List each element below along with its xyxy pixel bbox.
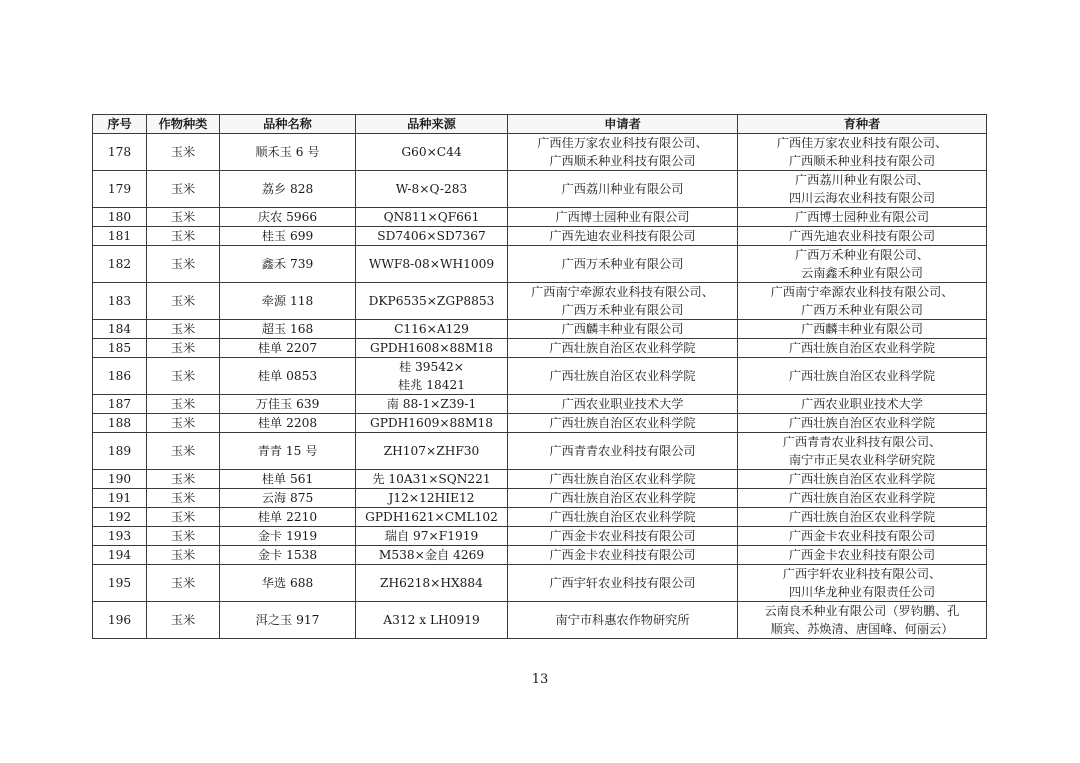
cell-source-line: C116×A129	[394, 322, 469, 336]
cell-crop: 玉米	[147, 208, 220, 227]
cell-breeder-line: 广西农业职业技术大学	[801, 397, 923, 411]
header-source: 品种来源	[356, 115, 508, 134]
cell-applicant-line: 广西宇轩农业科技有限公司	[549, 576, 696, 590]
cell-crop: 玉米	[147, 414, 220, 433]
cell-breeder	[738, 339, 987, 358]
cell-source	[356, 339, 508, 358]
cell-breeder	[738, 489, 987, 508]
table-row	[93, 283, 987, 320]
cell-variety: 顺禾玉 6 号	[220, 134, 356, 171]
cell-source-line: 瑞自 97×F1919	[384, 529, 479, 543]
cell-applicant	[508, 489, 738, 508]
cell-source	[356, 283, 508, 320]
cell-breeder-line: 广西佳万家农业科技有限公司、	[776, 136, 948, 150]
cell-variety: 华选 688	[220, 565, 356, 602]
cell-variety: 桂单 561	[220, 470, 356, 489]
cell-no: 189	[93, 433, 147, 470]
cell-applicant-line: 广西壮族自治区农业科学院	[549, 369, 696, 383]
table-row	[93, 489, 987, 508]
cell-applicant-line: 广西金卡农业科技有限公司	[549, 548, 696, 562]
cell-no: 195	[93, 565, 147, 602]
cell-breeder-line: 广西宇轩农业科技有限公司、	[782, 567, 942, 581]
cell-source	[356, 227, 508, 246]
cell-crop: 玉米	[147, 470, 220, 489]
cell-applicant-line: 广西万禾种业有限公司	[561, 257, 684, 271]
table-row	[93, 527, 987, 546]
cell-applicant	[508, 395, 738, 414]
cell-crop: 玉米	[147, 358, 220, 395]
cell-applicant-line: 广西壮族自治区农业科学院	[549, 341, 696, 355]
cell-variety: 桂玉 699	[220, 227, 356, 246]
cell-source-line: 南 88-1×Z39-1	[386, 397, 477, 411]
cell-source	[356, 433, 508, 470]
cell-source	[356, 320, 508, 339]
cell-breeder-line: 四川华龙种业有限责任公司	[788, 585, 936, 599]
cell-no: 179	[93, 171, 147, 208]
header-no: 序号	[93, 115, 147, 134]
cell-variety: 万佳玉 639	[220, 395, 356, 414]
cell-applicant-line: 广西万禾种业有限公司	[561, 303, 684, 317]
cell-no: 190	[93, 470, 147, 489]
cell-source-line: W-8×Q-283	[395, 182, 468, 196]
table-row	[93, 602, 987, 639]
cell-crop: 玉米	[147, 433, 220, 470]
cell-applicant	[508, 283, 738, 320]
table-row	[93, 339, 987, 358]
cell-source	[356, 134, 508, 171]
cell-no: 187	[93, 395, 147, 414]
cell-breeder-line: 云南良禾种业有限公司（罗钧鹏、孔	[764, 604, 960, 618]
cell-variety: 庆农 5966	[220, 208, 356, 227]
table-row	[93, 208, 987, 227]
cell-variety: 青青 15 号	[220, 433, 356, 470]
cell-breeder	[738, 433, 987, 470]
cell-source-line: GPDH1609×88M18	[369, 416, 494, 430]
cell-breeder-line: 广西南宁牵源农业科技有限公司、	[770, 285, 954, 299]
header-breeder: 育种者	[738, 115, 987, 134]
cell-no: 180	[93, 208, 147, 227]
table-row	[93, 134, 987, 171]
cell-breeder-line: 广西金卡农业科技有限公司	[788, 548, 936, 562]
cell-applicant	[508, 208, 738, 227]
cell-applicant-line: 广西壮族自治区农业科学院	[549, 510, 696, 524]
cell-breeder	[738, 171, 987, 208]
cell-applicant	[508, 433, 738, 470]
cell-applicant-line: 南宁市科惠农作物研究所	[555, 613, 690, 627]
cell-variety: 金卡 1538	[220, 546, 356, 565]
cell-source-line: ZH6218×HX884	[380, 576, 483, 590]
table-row	[93, 546, 987, 565]
table-row	[93, 227, 987, 246]
cell-applicant	[508, 546, 738, 565]
cell-applicant-line: 广西博士园种业有限公司	[555, 210, 690, 224]
cell-applicant-line: 广西壮族自治区农业科学院	[549, 491, 696, 505]
cell-applicant-line: 广西壮族自治区农业科学院	[549, 416, 696, 430]
table-row	[93, 395, 987, 414]
cell-applicant-line: 广西农业职业技术大学	[561, 397, 684, 411]
cell-source-line: 桂 39542×	[398, 360, 465, 374]
cell-breeder-line: 云南鑫禾种业有限公司	[801, 266, 923, 280]
cell-crop: 玉米	[147, 395, 220, 414]
cell-breeder-line: 广西麟丰种业有限公司	[801, 322, 923, 336]
cell-applicant	[508, 414, 738, 433]
table-body	[93, 134, 987, 639]
cell-applicant	[508, 227, 738, 246]
cell-source-line: J12×12HIE12	[388, 491, 475, 505]
cell-crop: 玉米	[147, 602, 220, 639]
table-row	[93, 414, 987, 433]
cell-breeder	[738, 527, 987, 546]
cell-applicant	[508, 246, 738, 283]
cell-source	[356, 414, 508, 433]
cell-source-line: GPDH1621×CML102	[365, 510, 498, 524]
cell-breeder	[738, 470, 987, 489]
cell-source	[356, 395, 508, 414]
cell-breeder	[738, 208, 987, 227]
cell-breeder-line: 广西顺禾种业科技有限公司	[788, 154, 936, 168]
header-crop: 作物种类	[147, 115, 220, 134]
cell-source	[356, 546, 508, 565]
cell-source	[356, 208, 508, 227]
table-row	[93, 320, 987, 339]
cell-source	[356, 508, 508, 527]
cell-applicant-line: 广西壮族自治区农业科学院	[549, 472, 696, 486]
cell-no: 188	[93, 414, 147, 433]
cell-crop: 玉米	[147, 508, 220, 527]
cell-variety: 超玉 168	[220, 320, 356, 339]
cell-breeder-line: 广西壮族自治区农业科学院	[788, 341, 936, 355]
cell-crop: 玉米	[147, 546, 220, 565]
cell-source	[356, 171, 508, 208]
cell-breeder-line: 四川云海农业科技有限公司	[788, 191, 936, 205]
cell-no: 185	[93, 339, 147, 358]
cell-source-line: WWF8-08×WH1009	[368, 257, 495, 271]
cell-source-line: GPDH1608×88M18	[369, 341, 494, 355]
cell-applicant-line: 广西先迪农业科技有限公司	[549, 229, 696, 243]
table-header-row	[93, 115, 987, 134]
cell-applicant	[508, 339, 738, 358]
cell-no: 193	[93, 527, 147, 546]
cell-applicant-line: 广西南宁牵源农业科技有限公司、	[531, 285, 714, 299]
cell-applicant-line: 广西顺禾种业科技有限公司	[549, 154, 696, 168]
cell-crop: 玉米	[147, 283, 220, 320]
cell-applicant	[508, 171, 738, 208]
cell-breeder	[738, 227, 987, 246]
variety-registry-table	[92, 114, 987, 639]
cell-variety: 桂单 2207	[220, 339, 356, 358]
cell-breeder-line: 广西壮族自治区农业科学院	[788, 510, 936, 524]
cell-source-line: A312 x LH0919	[383, 613, 480, 627]
cell-breeder-line: 广西壮族自治区农业科学院	[788, 472, 936, 486]
cell-source	[356, 246, 508, 283]
cell-crop: 玉米	[147, 320, 220, 339]
cell-crop: 玉米	[147, 246, 220, 283]
table-row	[93, 246, 987, 283]
cell-applicant-line: 广西佳万家农业科技有限公司、	[537, 136, 708, 150]
cell-crop: 玉米	[147, 565, 220, 602]
cell-variety: 金卡 1919	[220, 527, 356, 546]
cell-applicant	[508, 320, 738, 339]
cell-variety: 桂单 0853	[220, 358, 356, 395]
cell-crop: 玉米	[147, 227, 220, 246]
cell-no: 178	[93, 134, 147, 171]
cell-breeder	[738, 395, 987, 414]
cell-breeder-line: 广西万禾种业有限公司	[801, 303, 923, 317]
header-variety: 品种名称	[220, 115, 356, 134]
cell-source-line: G60×C44	[401, 145, 462, 159]
header-applicant: 申请者	[508, 115, 738, 134]
cell-source	[356, 489, 508, 508]
page-number: 13	[531, 672, 549, 687]
cell-applicant	[508, 134, 738, 171]
cell-breeder	[738, 358, 987, 395]
cell-crop: 玉米	[147, 489, 220, 508]
cell-applicant	[508, 508, 738, 527]
cell-breeder	[738, 283, 987, 320]
cell-source	[356, 470, 508, 489]
cell-breeder-line: 广西壮族自治区农业科学院	[788, 369, 936, 383]
cell-breeder	[738, 414, 987, 433]
cell-variety: 洱之玉 917	[220, 602, 356, 639]
table-row	[93, 508, 987, 527]
cell-source-line: 桂兆 18421	[397, 378, 466, 392]
cell-breeder-line: 广西金卡农业科技有限公司	[788, 529, 936, 543]
cell-breeder	[738, 602, 987, 639]
cell-variety: 云海 875	[220, 489, 356, 508]
cell-source-line: DKP6535×ZGP8853	[368, 294, 495, 308]
cell-applicant	[508, 358, 738, 395]
cell-breeder-line: 南宁市正昊农业科学研究院	[788, 453, 936, 467]
cell-crop: 玉米	[147, 339, 220, 358]
cell-applicant	[508, 602, 738, 639]
cell-applicant	[508, 565, 738, 602]
table-row	[93, 358, 987, 395]
cell-source	[356, 358, 508, 395]
cell-applicant-line: 广西荔川种业有限公司	[561, 182, 684, 196]
cell-no: 181	[93, 227, 147, 246]
cell-source-line: ZH107×ZHF30	[383, 444, 480, 458]
cell-variety: 桂单 2210	[220, 508, 356, 527]
cell-source-line: 先 10A31×SQN221	[372, 472, 491, 486]
cell-breeder	[738, 508, 987, 527]
table-row	[93, 171, 987, 208]
cell-crop: 玉米	[147, 134, 220, 171]
cell-applicant-line: 广西青青农业科技有限公司	[549, 444, 696, 458]
cell-source-line: M538×金自 4269	[378, 548, 485, 562]
cell-no: 184	[93, 320, 147, 339]
cell-no: 186	[93, 358, 147, 395]
cell-breeder-line: 广西先迪农业科技有限公司	[788, 229, 936, 243]
cell-variety: 牵源 118	[220, 283, 356, 320]
cell-variety: 鑫禾 739	[220, 246, 356, 283]
cell-source-line: SD7406×SD7367	[377, 229, 486, 243]
cell-breeder	[738, 565, 987, 602]
cell-breeder-line: 广西博士园种业有限公司	[794, 210, 930, 224]
cell-breeder-line: 广西壮族自治区农业科学院	[788, 416, 936, 430]
cell-breeder	[738, 134, 987, 171]
cell-breeder	[738, 546, 987, 565]
cell-source	[356, 602, 508, 639]
table-row	[93, 565, 987, 602]
cell-breeder-line: 广西壮族自治区农业科学院	[788, 491, 936, 505]
cell-source	[356, 527, 508, 546]
cell-breeder-line: 顺宾、苏焕清、唐国峰、何丽云）	[770, 622, 954, 636]
cell-no: 196	[93, 602, 147, 639]
cell-source	[356, 565, 508, 602]
cell-breeder-line: 广西荔川种业有限公司、	[794, 173, 930, 187]
cell-no: 192	[93, 508, 147, 527]
table-row	[93, 470, 987, 489]
cell-no: 182	[93, 246, 147, 283]
cell-breeder-line: 广西万禾种业有限公司、	[794, 248, 930, 262]
cell-breeder	[738, 320, 987, 339]
cell-applicant-line: 广西麟丰种业有限公司	[561, 322, 684, 336]
cell-applicant	[508, 470, 738, 489]
table-row	[93, 433, 987, 470]
cell-no: 194	[93, 546, 147, 565]
cell-no: 191	[93, 489, 147, 508]
cell-variety: 桂单 2208	[220, 414, 356, 433]
cell-applicant-line: 广西金卡农业科技有限公司	[549, 529, 696, 543]
cell-breeder-line: 广西青青农业科技有限公司、	[782, 435, 942, 449]
cell-variety: 荔乡 828	[220, 171, 356, 208]
cell-breeder	[738, 246, 987, 283]
cell-source-line: QN811×QF661	[383, 210, 480, 224]
cell-crop: 玉米	[147, 527, 220, 546]
cell-applicant	[508, 527, 738, 546]
cell-crop: 玉米	[147, 171, 220, 208]
cell-no: 183	[93, 283, 147, 320]
